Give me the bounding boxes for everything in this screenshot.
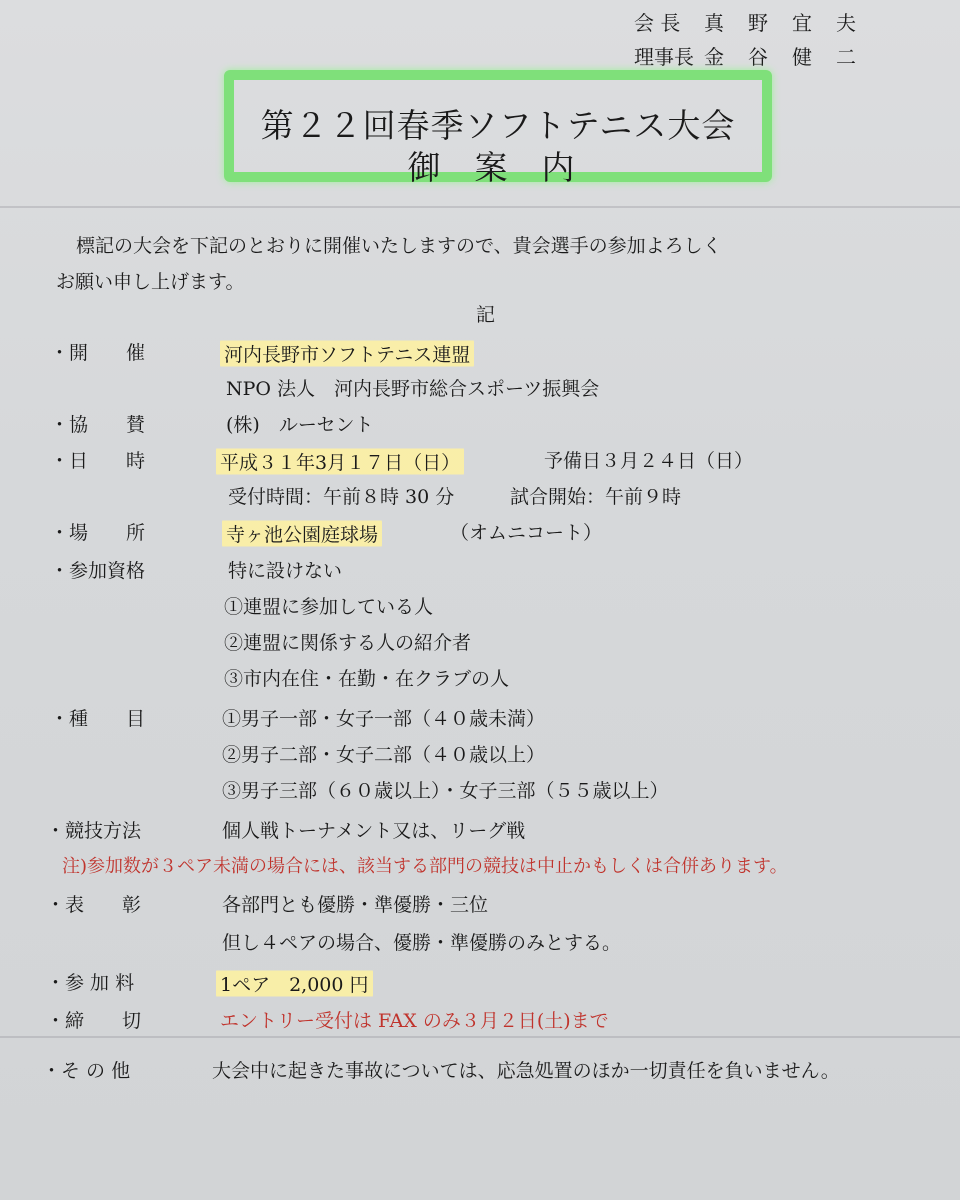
intro-line: 標記の大会を下記のとおりに開催いたしますので、貴会選手の参加よろしく [76, 235, 722, 257]
eligibility-none: 特に設けない [228, 560, 343, 582]
paper-fold-line [0, 206, 960, 208]
officer-role: 理事長 [634, 45, 694, 69]
officers-block [634, 6, 880, 74]
reception-time: 受付時間：午前８時 30 分 [228, 486, 455, 508]
officer-row-chair [634, 6, 880, 40]
label-sonota: ・そ の 他 [42, 1060, 131, 1082]
liability-disclaimer: 大会中に起きた事故については、応急処置のほか一切責任を負いません。 [212, 1060, 840, 1082]
event-category: ①男子一部・女子一部（４０歳未満） [222, 708, 546, 730]
sponsor-name: (株) ルーセント [226, 414, 374, 436]
label-ryo: ・参 加 料 [46, 972, 135, 994]
label-kyosan: ・協 賛 [50, 414, 146, 436]
event-category: ③男子三部（６０歳以上）・女子三部（５５歳以上） [222, 780, 669, 802]
ki-heading: 記 [476, 304, 496, 326]
label-kaisai: ・開 催 [50, 342, 146, 364]
event-date: 平成３１年3月１７日（日） [216, 446, 464, 477]
entry-fee: 1ペア 2,000 円 [216, 968, 373, 999]
officer-name: 金谷健二 [704, 45, 880, 69]
intro-paragraph [56, 228, 916, 300]
eligibility-item: ②連盟に関係する人の紹介者 [224, 632, 472, 654]
court-type: （オムニコート） [450, 522, 603, 544]
awards-exception: 但し４ペアの場合、優勝・準優勝のみとする。 [222, 932, 622, 954]
paper-fold-line [0, 1036, 960, 1038]
label-shimekiri: ・締 切 [46, 1010, 142, 1032]
document-subtitle: 御案内 [407, 148, 609, 187]
co-organizer: NPO 法人 河内長野市総合スポーツ振興会 [226, 378, 600, 400]
eligibility-item: ①連盟に参加している人 [224, 596, 434, 618]
match-start-time: 試合開始：午前９時 [510, 486, 682, 508]
venue-name: 寺ヶ池公園庭球場 [222, 518, 382, 549]
label-kyogi: ・競技方法 [46, 820, 142, 842]
cancellation-note: 注)参加数が３ペア未満の場合には、該当する部門の競技は中止かもしくは合併あります。 [62, 856, 788, 877]
intro-line: お願い申し上げます。 [56, 271, 245, 293]
label-nichiji: ・日 時 [50, 450, 146, 472]
event-category: ②男子二部・女子二部（４０歳以上） [222, 744, 546, 766]
eligibility-item: ③市内在住・在勤・在クラブの人 [224, 668, 510, 690]
officer-name: 真野宜夫 [704, 11, 880, 35]
officer-role: 会 長 [634, 11, 681, 35]
document-title: 第２２回春季ソフトテニス大会 [260, 106, 736, 145]
label-shikaku: ・参加資格 [50, 560, 146, 582]
officer-row-director [634, 40, 880, 74]
label-basho: ・場 所 [50, 522, 146, 544]
organizer-name: 河内長野市ソフトテニス連盟 [220, 338, 474, 369]
competition-format: 個人戦トーナメント又は、リーグ戦 [222, 820, 526, 842]
awards: 各部門とも優勝・準優勝・三位 [222, 894, 489, 916]
reserve-date: 予備日３月２４日（日） [544, 450, 754, 472]
label-shumoku: ・種 目 [50, 708, 146, 730]
entry-deadline: エントリー受付は FAX のみ３月２日(土)まで [220, 1010, 609, 1032]
label-hyosho: ・表 彰 [46, 894, 142, 916]
